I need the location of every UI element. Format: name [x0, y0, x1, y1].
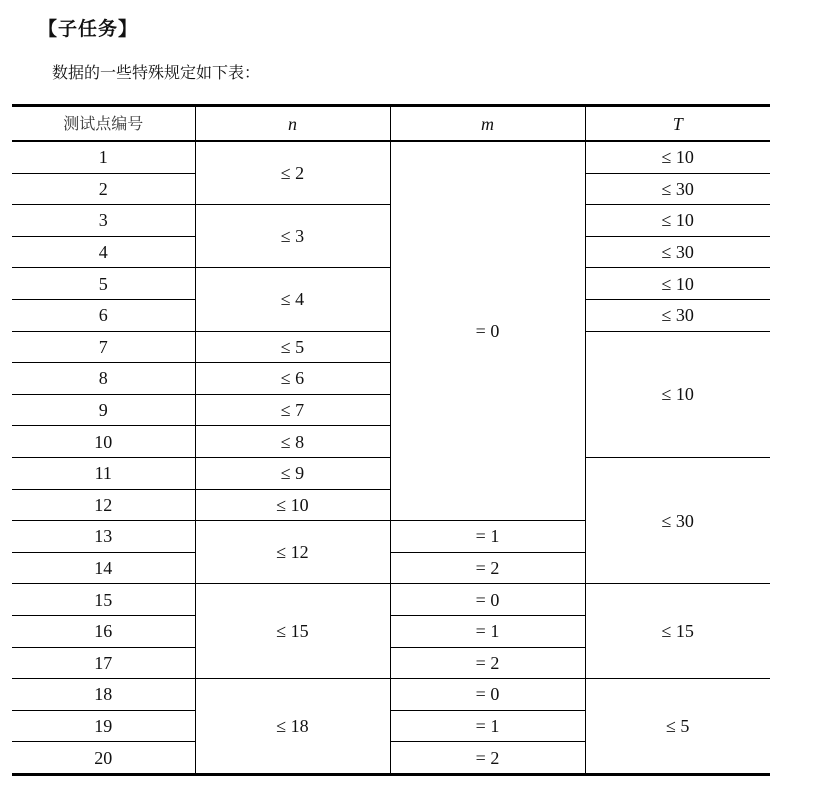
testcase-cell: 7 — [12, 331, 195, 363]
m-cell: = 2 — [390, 647, 585, 679]
testcase-cell: 19 — [12, 710, 195, 742]
testcase-cell: 14 — [12, 552, 195, 584]
n-cell: ≤ 4 — [195, 268, 390, 331]
testcase-cell: 16 — [12, 615, 195, 647]
t-cell: ≤ 30 — [585, 299, 770, 331]
testcase-cell: 12 — [12, 489, 195, 521]
t-cell: ≤ 15 — [585, 584, 770, 679]
n-cell: ≤ 2 — [195, 141, 390, 205]
constraints-table — [12, 104, 770, 776]
testcase-cell: 15 — [12, 584, 195, 616]
testcase-cell: 4 — [12, 236, 195, 268]
testcase-cell: 8 — [12, 363, 195, 395]
n-cell: ≤ 10 — [195, 489, 390, 521]
header-m: m — [390, 106, 585, 142]
testcase-cell: 10 — [12, 426, 195, 458]
header-t: T — [585, 106, 770, 142]
m-cell: = 1 — [390, 710, 585, 742]
testcase-cell: 3 — [12, 205, 195, 237]
testcase-cell: 17 — [12, 647, 195, 679]
section-heading: 【子任务】 — [38, 18, 139, 40]
m-cell: = 0 — [390, 584, 585, 616]
testcase-cell: 2 — [12, 173, 195, 205]
testcase-cell: 5 — [12, 268, 195, 300]
m-cell: = 2 — [390, 742, 585, 775]
table-row — [12, 679, 770, 711]
n-cell: ≤ 5 — [195, 331, 390, 363]
t-cell: ≤ 30 — [585, 457, 770, 583]
n-cell: ≤ 15 — [195, 584, 390, 679]
testcase-cell: 11 — [12, 457, 195, 489]
t-cell: ≤ 10 — [585, 205, 770, 237]
testcase-cell: 9 — [12, 394, 195, 426]
table-row — [12, 141, 770, 173]
n-cell: ≤ 18 — [195, 679, 390, 775]
m-cell: = 1 — [390, 615, 585, 647]
table-header-row — [12, 106, 770, 142]
testcase-cell: 13 — [12, 521, 195, 553]
t-cell: ≤ 10 — [585, 141, 770, 173]
testcase-cell: 20 — [12, 742, 195, 775]
testcase-cell: 18 — [12, 679, 195, 711]
m-cell: = 0 — [390, 141, 585, 521]
n-cell: ≤ 8 — [195, 426, 390, 458]
header-testcase: 测试点编号 — [12, 106, 195, 142]
intro-text: 数据的一些特殊规定如下表： — [52, 63, 261, 82]
t-cell: ≤ 10 — [585, 268, 770, 300]
n-cell: ≤ 6 — [195, 363, 390, 395]
n-cell: ≤ 9 — [195, 457, 390, 489]
testcase-cell: 1 — [12, 141, 195, 173]
n-cell: ≤ 3 — [195, 205, 390, 268]
testcase-cell: 6 — [12, 299, 195, 331]
m-cell: = 1 — [390, 521, 585, 553]
t-cell: ≤ 30 — [585, 173, 770, 205]
table-row — [12, 584, 770, 616]
header-n: n — [195, 106, 390, 142]
n-cell: ≤ 12 — [195, 521, 390, 584]
t-cell: ≤ 10 — [585, 331, 770, 457]
t-cell: ≤ 5 — [585, 679, 770, 775]
t-cell: ≤ 30 — [585, 236, 770, 268]
n-cell: ≤ 7 — [195, 394, 390, 426]
m-cell: = 0 — [390, 679, 585, 711]
m-cell: = 2 — [390, 552, 585, 584]
